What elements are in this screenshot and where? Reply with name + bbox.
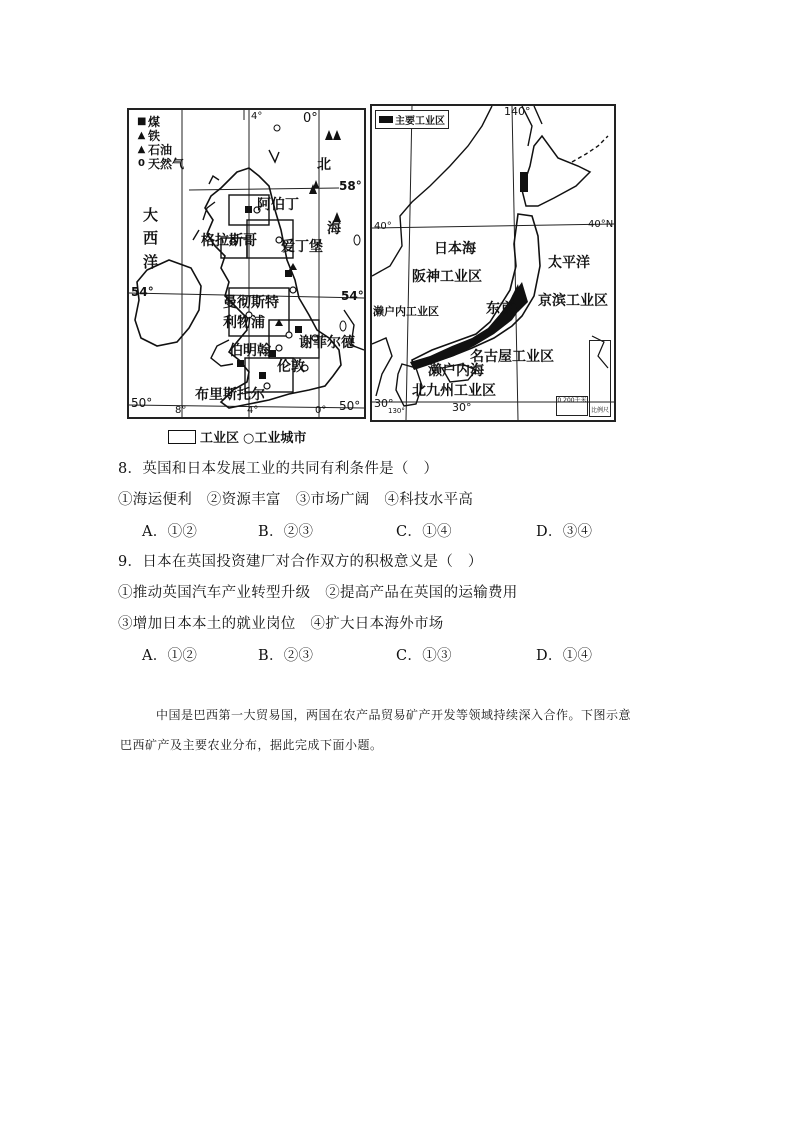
uk-resource-map <box>127 108 366 419</box>
deg-top-4: 4° <box>251 111 263 122</box>
label-london: 伦敦 <box>277 359 305 375</box>
scale-box: 0 200千米 <box>556 396 588 416</box>
uk-map-legend <box>137 115 184 171</box>
label-glasgow: 格拉斯哥 <box>201 233 257 249</box>
label-kitakyushu: 北九州工业区 <box>412 383 496 399</box>
passage-text: 中国是巴西第一大贸易国，两国在农产品贸易矿产开发等领域持续深入合作。下图示意巴西矿产及主要农业分布，据此完成下面小题。 <box>120 708 632 752</box>
deg-bot-8: 8° <box>175 405 187 416</box>
label-north: 北 <box>317 157 331 173</box>
deg-lat-40-right: 40°N <box>588 219 614 230</box>
q8-choice-b[interactable]: B．②③ <box>258 524 314 540</box>
q8-choice-a[interactable]: A．①② <box>142 524 198 540</box>
label-sea: 海 <box>327 221 341 237</box>
deg-lat-30: 30° <box>374 397 394 410</box>
label-pacific: 太平洋 <box>548 255 590 271</box>
label-edinburgh: 爱丁堡 <box>281 239 323 255</box>
q9-choice-a[interactable]: A．①② <box>142 648 198 664</box>
legend-industrial-area: 工业区 <box>200 431 240 446</box>
deg-bot-0: 0° <box>315 405 327 416</box>
japan-industry-map <box>370 104 616 422</box>
question-9-options-2: ③增加日本本土的就业岗位 ④扩大日本海外市场 <box>118 616 444 632</box>
deg-lon-140: 140° <box>504 105 531 118</box>
label-hanshin: 阪神工业区 <box>412 269 482 285</box>
label-sheffield: 谢菲尔德 <box>299 335 355 351</box>
deg-lon-130: 130° <box>388 407 405 415</box>
legend-industrial-city: ○工业城市 <box>243 431 307 446</box>
question-8-stem: 8．英国和日本发展工业的共同有利条件是（ ） <box>118 461 439 477</box>
deg-lat-50-left: 50° <box>131 396 153 410</box>
deg-lat-54-left: 54° <box>131 285 154 299</box>
label-sea-of-japan: 日本海 <box>434 241 476 257</box>
deg-lat-58: 58° <box>339 179 362 193</box>
q9-choice-d[interactable]: D．①④ <box>536 648 593 664</box>
label-inland-sea: 濑户内海 <box>428 363 484 379</box>
legend-iron: ▲ 铁 <box>137 129 161 143</box>
square-icon: ■ <box>137 116 147 127</box>
label-keihin: 京滨工业区 <box>538 293 608 309</box>
label-aberdeen: 阿伯丁 <box>257 197 299 213</box>
question-9-options-1: ①推动英国汽车产业转型升级 ②提高产品在英国的运输费用 <box>118 585 518 601</box>
derrick-icon: ▲ <box>137 144 146 155</box>
q8-choice-d[interactable]: D．③④ <box>536 524 593 540</box>
q9-choice-b[interactable]: B．②③ <box>258 648 314 664</box>
industrial-zone-swatch-icon <box>379 116 393 123</box>
legend-gas: 0 天然气 <box>138 157 185 171</box>
industrial-area-icon <box>168 430 196 444</box>
triangle-icon: ▲ <box>137 130 146 141</box>
label-nagoya: 名古屋工业区 <box>470 349 554 365</box>
question-8-options: ①海运便利 ②资源丰富 ③市场广阔 ④科技水平高 <box>118 492 474 508</box>
gas-icon: 0 <box>138 158 145 169</box>
label-manchester: 曼彻斯特 <box>223 295 279 311</box>
deg-lat-50-right: 50° <box>339 399 361 413</box>
label-tokyo: 东京 <box>486 301 514 317</box>
label-bristol: 布里斯托尔 <box>195 387 265 403</box>
japan-map-legend: 主要工业区 <box>375 110 449 129</box>
deg-bot-4: 4° <box>247 405 259 416</box>
label-liverpool: 利物浦 <box>223 315 265 331</box>
deg-top-0: 0° <box>303 111 318 126</box>
legend-coal: ■ 煤 <box>137 115 161 129</box>
deg-lat-54-right: 54° <box>341 289 364 303</box>
label-atlantic: 大 西 洋 <box>143 206 159 271</box>
inset-map: 比例尺 <box>589 340 611 417</box>
q9-choice-c[interactable]: C．①③ <box>396 648 452 664</box>
label-setouchi: 濑户内工业区 <box>373 305 439 318</box>
question-9-stem: 9．日本在英国投资建厂对合作双方的积极意义是（ ） <box>118 554 483 570</box>
legend-oil: ▲ 石油 <box>137 143 173 157</box>
deg-lat-30-mid: 30° <box>452 401 472 414</box>
map-legend <box>168 427 306 446</box>
label-birmingham: 伯明翰 <box>229 343 271 359</box>
deg-lat-40-left: 40° <box>374 221 392 232</box>
q8-choice-c[interactable]: C．①④ <box>396 524 452 540</box>
